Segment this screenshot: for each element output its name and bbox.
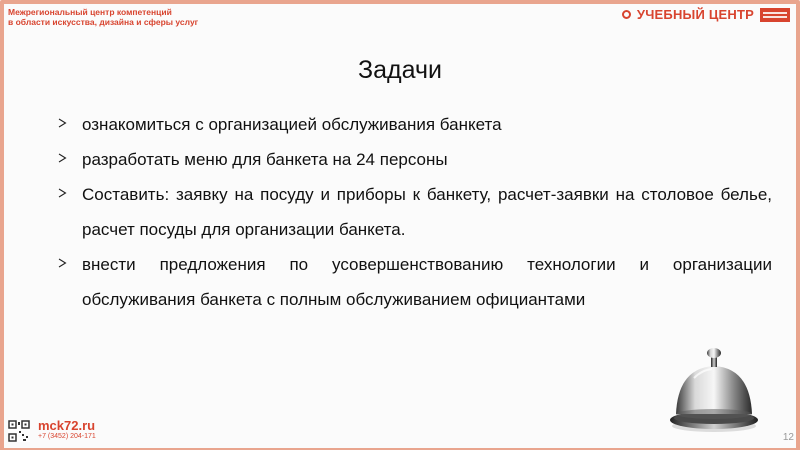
org-name-line-2: в области искусства, дизайна и сферы услуг [8,17,199,27]
arrow-bullet-icon [58,258,67,268]
footer-phone: +7 (3452) 204-171 [38,433,96,440]
task-item-1 [58,107,772,142]
task-text: разработать меню для банкета на 24 персоны [82,150,448,169]
brand-logo [622,7,790,22]
footer-site: mck72.ru [38,418,96,433]
task-item-4 [58,247,772,317]
task-list [58,107,772,317]
qr-code-icon [8,420,30,442]
task-item-2 [58,142,772,177]
arrow-bullet-icon [58,118,67,128]
brand-circle-icon [622,10,631,19]
org-name-line-1: Межрегиональный центр компетенций [8,7,172,17]
task-text: ознакомиться с организацией обслуживания банкета [82,115,502,134]
arrow-bullet-icon [58,188,67,198]
cloche-bell-image [668,342,760,434]
arrow-bullet-icon [58,153,67,163]
brand-text: УЧЕБНЫЙ ЦЕНТР [636,7,754,22]
org-name [8,7,198,27]
page-title: Задачи [358,56,442,84]
task-text: Составить: заявку на посуду и приборы к банкету, расчет-заявки на столовое белье, расчет посуды для организации банкета. [82,185,772,239]
page-number: 12 [782,432,794,443]
brand-badge-icon [760,8,790,22]
task-item-3 [58,177,772,247]
task-text: внести предложения по усовершенствованию технологии и организации обслуживания банкета с полным обслуживанием официантами [82,255,772,309]
